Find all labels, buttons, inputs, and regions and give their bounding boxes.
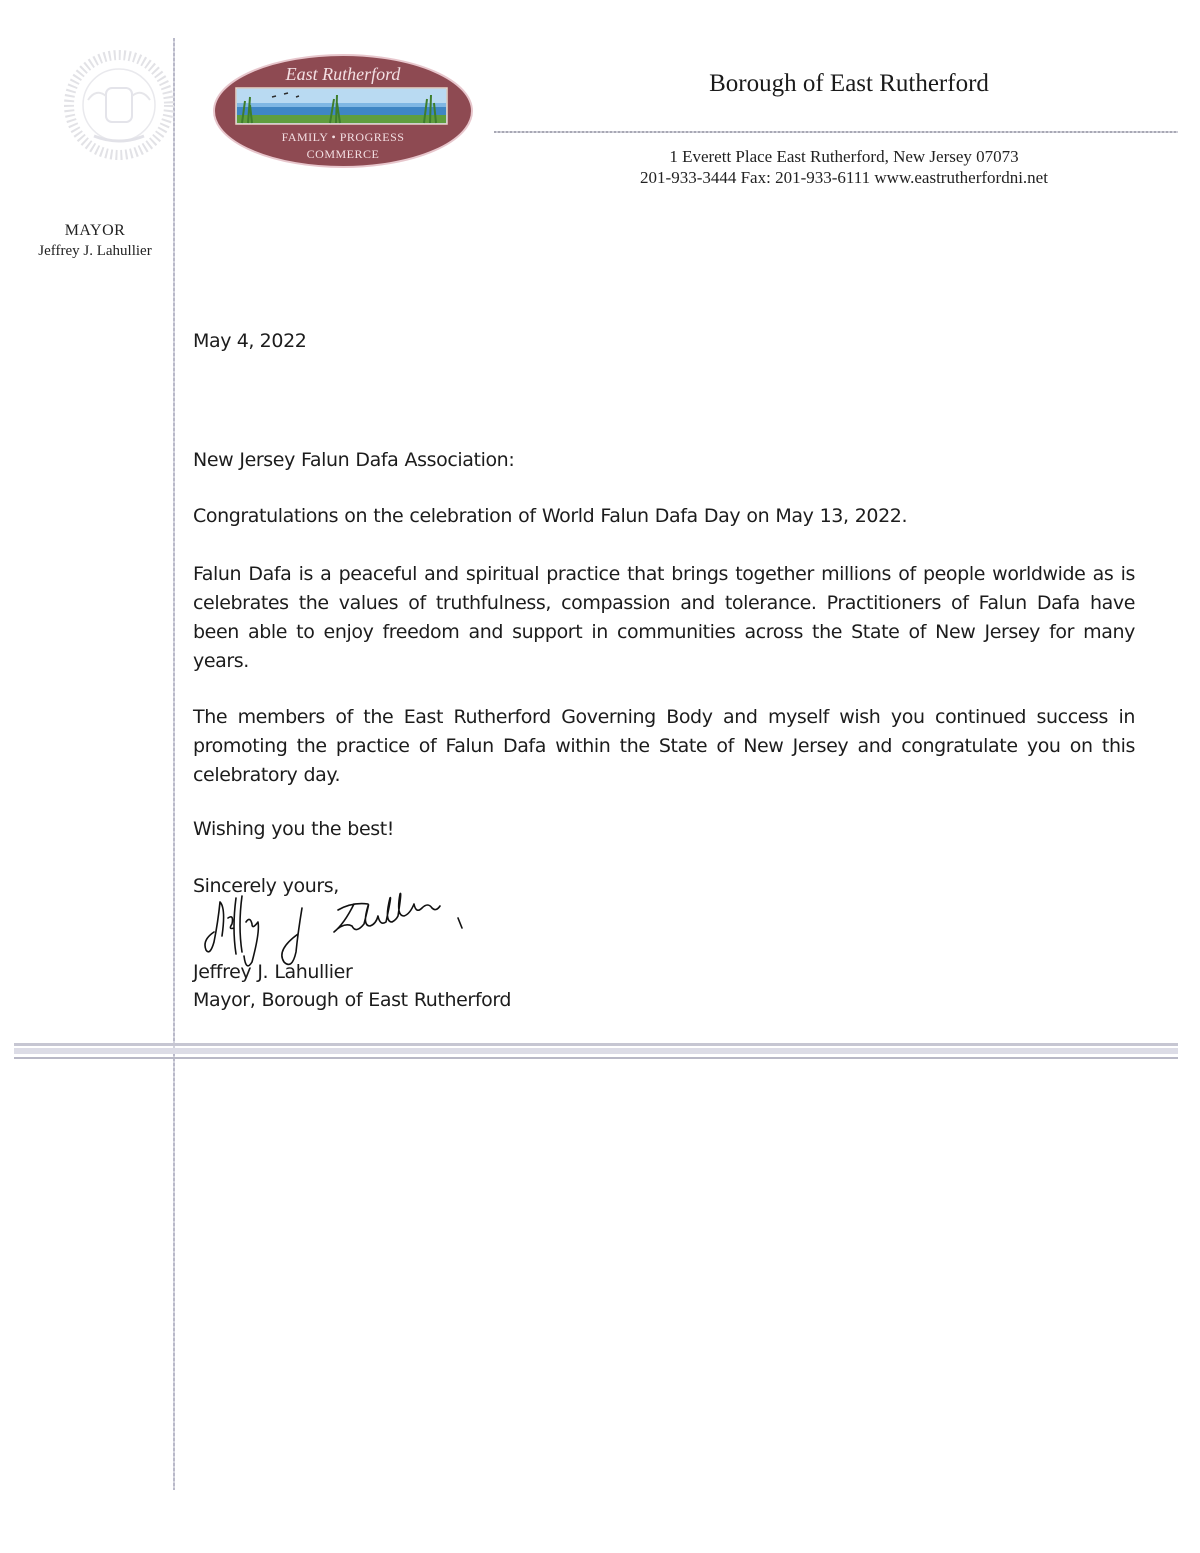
phone-fax-web-line: 201-933-3444 Fax: 201-933-6111 www.eastrutherfordni.net xyxy=(640,168,1048,187)
logo-motto-line2: COMMERCE xyxy=(306,147,380,161)
footer-divider xyxy=(14,1057,1178,1059)
letter-closing: Sincerely yours, xyxy=(193,875,339,897)
sidebar-divider xyxy=(173,38,175,1490)
letter-paragraph: Wishing you the best! xyxy=(193,818,394,840)
signer-name: Jeffrey J. Lahullier xyxy=(193,961,353,983)
footer-divider xyxy=(14,1043,1178,1046)
footer-divider xyxy=(14,1048,1178,1054)
logo-motto-line1: FAMILY • PROGRESS xyxy=(281,130,405,144)
signer-title: Mayor, Borough of East Rutherford xyxy=(193,989,512,1011)
logo-title: East Rutherford xyxy=(285,64,401,84)
logo-landscape-icon xyxy=(236,88,447,124)
borough-seal-icon xyxy=(58,50,180,160)
letterhead-title: Borough of East Rutherford xyxy=(709,70,989,97)
mayor-role: MAYOR xyxy=(64,222,126,239)
letterhead-contact xyxy=(494,146,1194,188)
letter-paragraph: Congratulations on the celebration of World Falun Dafa Day on May 13, 2022. xyxy=(193,505,908,527)
sidebar-mayor-label xyxy=(20,221,170,261)
header-divider xyxy=(494,131,1178,133)
letter-salutation: New Jersey Falun Dafa Association: xyxy=(193,449,515,471)
letter-date: May 4, 2022 xyxy=(193,330,307,352)
mayor-name: Jeffrey J. Lahullier xyxy=(38,243,152,259)
letter-paragraph: The members of the East Rutherford Governing Body and myself wish you continued success in promoting the practice of Falun Dafa within the State of New Jersey and congratulate you on this celebratory day. xyxy=(193,706,1135,786)
letter-paragraph: Falun Dafa is a peaceful and spiritual practice that brings together millions of people worldwide as is celebrates the values of truthfulness, compassion and tolerance. Practitioners of Falun Dafa have been able to enjoy freedom and support in communities across the State of New Jersey for many years. xyxy=(193,563,1135,672)
east-rutherford-logo xyxy=(212,53,474,169)
address-line: 1 Everett Place East Rutherford, New Jersey 07073 xyxy=(669,147,1019,166)
